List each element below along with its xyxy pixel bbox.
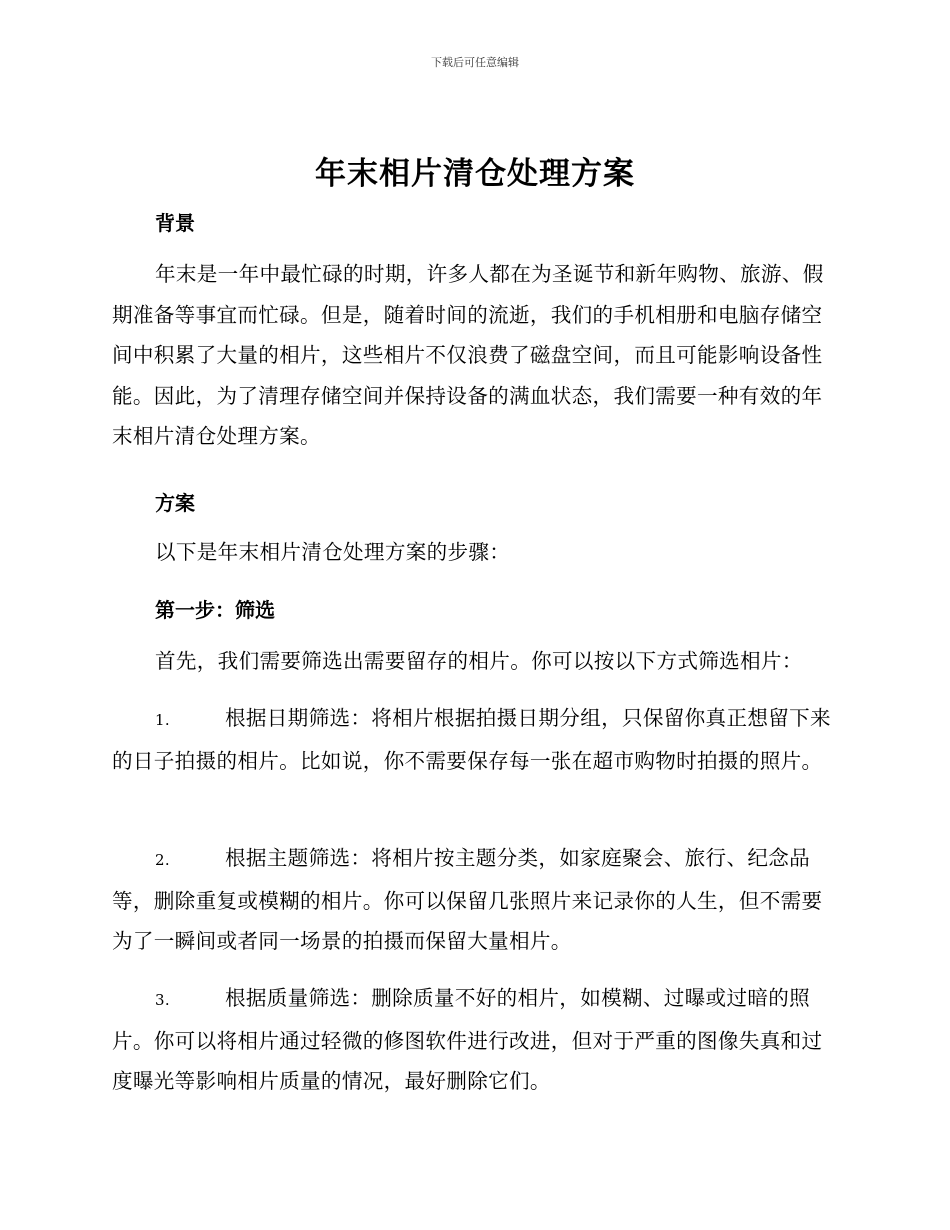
list-item-number: 3. [155,991,170,1009]
list-item-text: 根据主题筛选：将相片按主题分类，如家庭聚会、旅行、纪念品等，删除重复或模糊的相片。你可以保留几张照片来记录你的人生，但不需要为了一瞬间或者同一场景的拍摄而保留大量相片。 [112,846,823,953]
list-item [112,698,834,781]
list-item [112,838,834,962]
heading-background: 背景 [155,211,195,235]
header-note: 下载后可任意编辑 [431,56,519,69]
heading-step1: 第一步：筛选 [155,598,275,622]
list-item-number: 2. [155,851,170,869]
list-item-text: 根据日期筛选：将相片根据拍摄日期分组，只保留你真正想留下来的日子拍摄的相片。比如说，你不需要保存每一张在超市购物时拍摄的照片。 [112,706,831,773]
paragraph-step1-intro: 首先，我们需要筛选出需要留存的相片。你可以按以下方式筛选相片： [155,649,803,673]
heading-plan: 方案 [155,491,195,515]
list-item [112,978,834,1102]
paragraph-background: 年末是一年中最忙碌的时期，许多人都在为圣诞节和新年购物、旅游、假期准备等事宜而忙碌。但是，随着时间的流逝，我们的手机相册和电脑存储空间中积累了大量的相片，这些相片不仅浪费了磁盘空间，而且可能影响设备性能。因此，为了清理存储空间并保持设备的满血状态，我们需要一种有效的年末相片清仓处理方案。 [112,262,824,448]
list-item-number: 1. [155,711,170,729]
document-title: 年末相片清仓处理方案 [315,156,635,192]
paragraph-plan-intro: 以下是年末相片清仓处理方案的步骤： [155,540,511,564]
list-item-text: 根据质量筛选：删除质量不好的相片，如模糊、过曝或过暗的照片。你可以将相片通过轻微的修图软件进行改进，但对于严重的图像失真和过度曝光等影响相片质量的情况，最好删除它们。 [112,986,823,1093]
